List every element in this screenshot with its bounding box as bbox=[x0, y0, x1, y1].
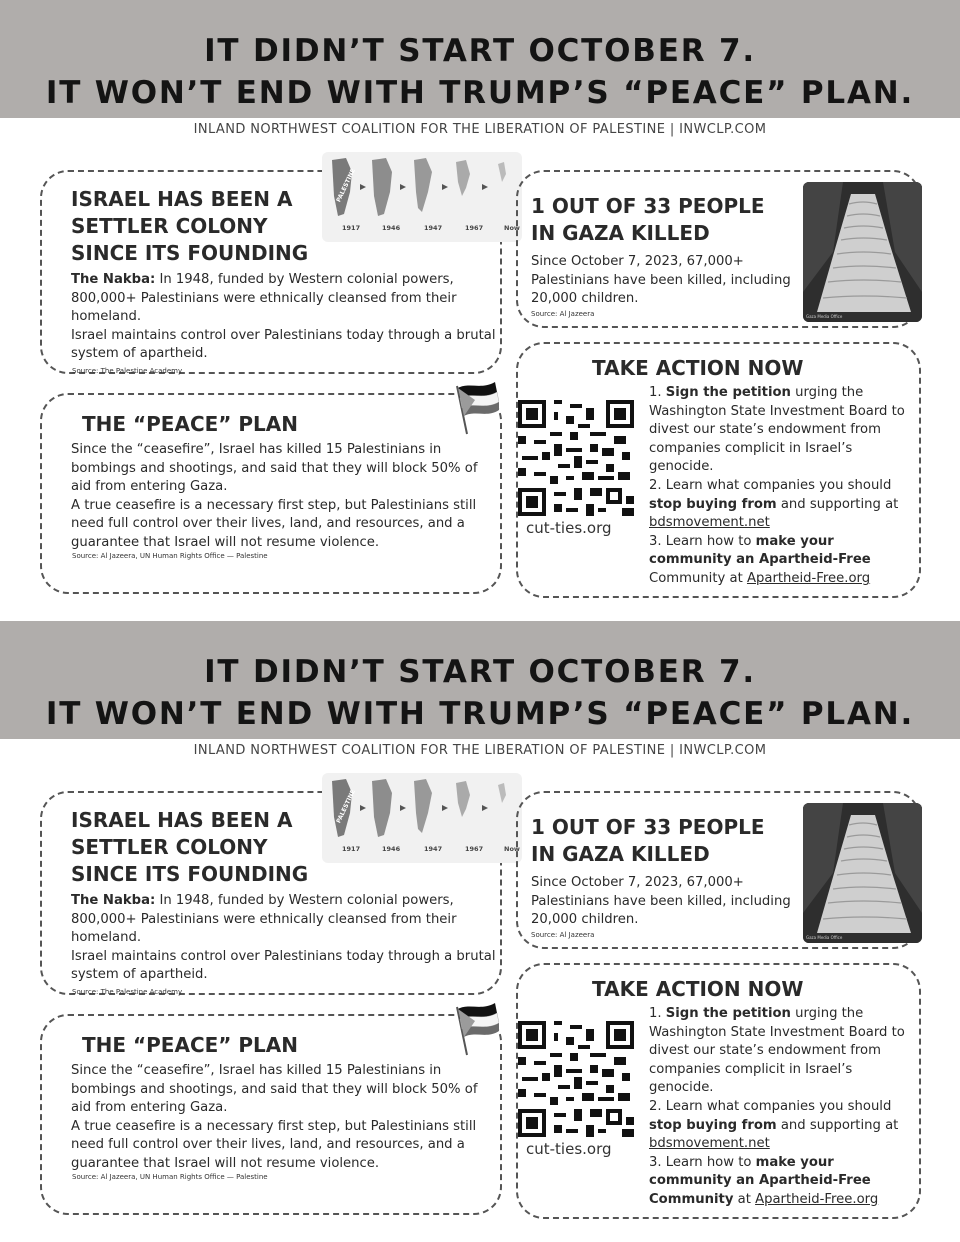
map-year-1: 1917 bbox=[342, 224, 361, 232]
settler-colony-body bbox=[71, 271, 501, 364]
apartheid-free-link[interactable]: Apartheid-Free.org bbox=[755, 1191, 879, 1207]
action-item-3-pre: 3. Learn how to bbox=[649, 1154, 756, 1170]
peace-plan-source: Source: Al Jazeera, UN Human Rights Office — Palestine bbox=[72, 1173, 268, 1181]
action-item-2-mid: and supporting at bbox=[776, 496, 899, 512]
map-tag: PALESTINE bbox=[335, 788, 357, 825]
nakba-paragraph bbox=[71, 892, 501, 948]
gaza-source: Source: Al Jazeera bbox=[531, 931, 595, 939]
settler-colony-body bbox=[71, 892, 501, 985]
headline-line-2: IT WON’T END WITH TRUMP’S “PEACE” PLAN. bbox=[45, 75, 915, 111]
action-item-3 bbox=[649, 1154, 919, 1210]
action-item-2-pre: 2. Learn what companies you should bbox=[649, 1098, 892, 1114]
photo-caption: Gaza Media Office bbox=[806, 935, 843, 940]
settler-colony-title: ISRAEL HAS BEEN A SETTLER COLONY SINCE ITS FOUNDING bbox=[71, 808, 309, 886]
gaza-killed-title: 1 OUT OF 33 PEOPLE IN GAZA KILLED bbox=[531, 194, 765, 245]
peace-plan-para-1: Since the “ceasefire”, Israel has killed 15 Palestinians in bombings and shootings, and said that they will block 50% of aid from entering Gaza. bbox=[71, 442, 478, 495]
map-year-1: 1917 bbox=[342, 845, 361, 853]
peace-plan-body bbox=[71, 441, 501, 553]
map-year-5: Now bbox=[504, 845, 520, 853]
cut-ties-link[interactable]: cut-ties.org bbox=[526, 519, 612, 537]
photo-caption: Gaza Media Office bbox=[806, 314, 843, 319]
sign-petition-text: Sign the petition bbox=[665, 385, 791, 400]
peace-plan-title: THE “PEACE” PLAN bbox=[82, 412, 299, 436]
gaza-killed-body: Since October 7, 2023, 67,000+ Palestinians have been killed, including 20,000 children. bbox=[531, 254, 791, 307]
take-action-title: TAKE ACTION NOW bbox=[592, 356, 804, 380]
gaza-bodies-photo bbox=[803, 803, 922, 943]
action-item-2-pre: 2. Learn what companies you should bbox=[649, 477, 892, 493]
gaza-killed-body: Since October 7, 2023, 67,000+ Palestinians have been killed, including 20,000 children. bbox=[531, 875, 791, 928]
nakba-text: In 1948, funded by Western colonial powers, 800,000+ Palestinians were ethnically cleansed from their homeland. bbox=[71, 272, 457, 325]
qr-code-icon[interactable] bbox=[518, 400, 634, 516]
action-item-3-mid: Community at bbox=[649, 570, 747, 586]
palestine-flag-icon bbox=[453, 378, 499, 436]
action-item-1-num: 1. bbox=[649, 1006, 666, 1021]
nakba-text: In 1948, funded by Western colonial powers, 800,000+ Palestinians were ethnically cleansed from their homeland. bbox=[71, 893, 457, 946]
action-item-1 bbox=[649, 384, 919, 477]
action-item-2-mid: and supporting at bbox=[776, 1117, 899, 1133]
headline-line-2: IT WON’T END WITH TRUMP’S “PEACE” PLAN. bbox=[45, 696, 915, 732]
map-strip-image bbox=[322, 773, 522, 863]
map-strip-image bbox=[322, 152, 522, 242]
flyer-half-bottom bbox=[0, 621, 960, 1242]
action-item-1-rest: urging the Washington State Investment Board to divest our state’s endowment from companies complicit in Israel’s genocide. bbox=[649, 1006, 905, 1096]
headline bbox=[0, 30, 960, 114]
cut-ties-link[interactable]: cut-ties.org bbox=[526, 1140, 612, 1158]
map-year-3: 1947 bbox=[424, 224, 443, 232]
map-year-4: 1967 bbox=[465, 224, 484, 232]
headline bbox=[0, 651, 960, 735]
action-item-2 bbox=[649, 477, 919, 533]
stop-buying-text: stop buying from bbox=[649, 496, 777, 512]
settler-colony-title: ISRAEL HAS BEEN A SETTLER COLONY SINCE ITS FOUNDING bbox=[71, 187, 309, 265]
action-item-3-mid: at bbox=[733, 1191, 756, 1207]
gaza-source: Source: Al Jazeera bbox=[531, 310, 595, 318]
coalition-subline: INLAND NORTHWEST COALITION FOR THE LIBERATION OF PALESTINE | INWCLP.COM bbox=[193, 122, 767, 137]
shrouded-bodies-image bbox=[803, 803, 922, 943]
qr-code-icon[interactable] bbox=[518, 1021, 634, 1137]
map-year-3: 1947 bbox=[424, 845, 443, 853]
stop-buying-text: stop buying from bbox=[649, 1117, 777, 1133]
apartheid-paragraph: Israel maintains control over Palestinians today through a brutal system of apartheid. bbox=[71, 327, 496, 362]
apartheid-free-link[interactable]: Apartheid-Free.org bbox=[746, 570, 871, 586]
nakba-paragraph bbox=[71, 271, 501, 327]
settler-source: Source: The Palestine Academy bbox=[72, 367, 183, 375]
action-item-3 bbox=[649, 533, 919, 589]
map-year-4: 1967 bbox=[465, 845, 484, 853]
action-item-2 bbox=[649, 1098, 919, 1154]
apartheid-free-bold: make your community an Apartheid-Free bbox=[649, 533, 871, 568]
gaza-killed-title: 1 OUT OF 33 PEOPLE IN GAZA KILLED bbox=[531, 815, 765, 866]
peace-plan-source: Source: Al Jazeera, UN Human Rights Office — Palestine bbox=[72, 552, 268, 560]
map-year-2: 1946 bbox=[382, 224, 401, 232]
peace-plan-body bbox=[71, 1062, 501, 1174]
settler-source: Source: The Palestine Academy bbox=[72, 988, 183, 996]
action-item-1-rest: urging the Washington State Investment Board to divest our state’s endowment from companies complicit in Israel’s genocide. bbox=[649, 385, 905, 475]
take-action-title: TAKE ACTION NOW bbox=[592, 977, 804, 1001]
take-action-list bbox=[649, 384, 919, 589]
map-tag: PALESTINE bbox=[335, 167, 357, 204]
nakba-label: The Nakba: bbox=[71, 893, 156, 908]
headline-line-1: IT DIDN’T START OCTOBER 7. bbox=[204, 654, 756, 690]
sign-petition-text: Sign the petition bbox=[665, 1006, 791, 1021]
peace-plan-para-1: Since the “ceasefire”, Israel has killed 15 Palestinians in bombings and shootings, and said that they will block 50% of aid from entering Gaza. bbox=[71, 1063, 478, 1116]
shrouded-bodies-image bbox=[803, 182, 922, 322]
peace-plan-para-2: A true ceasefire is a necessary first step, but Palestinians still need full control over their lives, land, and resources, and a guarantee that Israel will not resume violence. bbox=[71, 1118, 477, 1171]
gaza-bodies-photo bbox=[803, 182, 922, 322]
map-year-5: Now bbox=[504, 224, 520, 232]
bdsmovement-link[interactable]: bdsmovement.net bbox=[649, 1136, 770, 1152]
action-item-1-num: 1. bbox=[649, 385, 666, 400]
headline-line-1: IT DIDN’T START OCTOBER 7. bbox=[204, 33, 756, 69]
apartheid-free-bold: make your community an Apartheid-Free Community bbox=[649, 1154, 871, 1207]
apartheid-paragraph: Israel maintains control over Palestinians today through a brutal system of apartheid. bbox=[71, 948, 496, 983]
peace-plan-para-2: A true ceasefire is a necessary first step, but Palestinians still need full control over their lives, land, and resources, and a guarantee that Israel will not resume violence. bbox=[71, 497, 477, 550]
action-item-1 bbox=[649, 1005, 919, 1098]
take-action-list bbox=[649, 1005, 919, 1210]
nakba-label: The Nakba: bbox=[71, 272, 156, 287]
map-year-2: 1946 bbox=[382, 845, 401, 853]
palestine-flag-icon bbox=[453, 999, 499, 1057]
coalition-subline: INLAND NORTHWEST COALITION FOR THE LIBERATION OF PALESTINE | INWCLP.COM bbox=[193, 743, 767, 758]
peace-plan-title: THE “PEACE” PLAN bbox=[82, 1033, 299, 1057]
action-item-3-pre: 3. Learn how to bbox=[649, 533, 756, 549]
bdsmovement-link[interactable]: bdsmovement.net bbox=[649, 515, 770, 531]
